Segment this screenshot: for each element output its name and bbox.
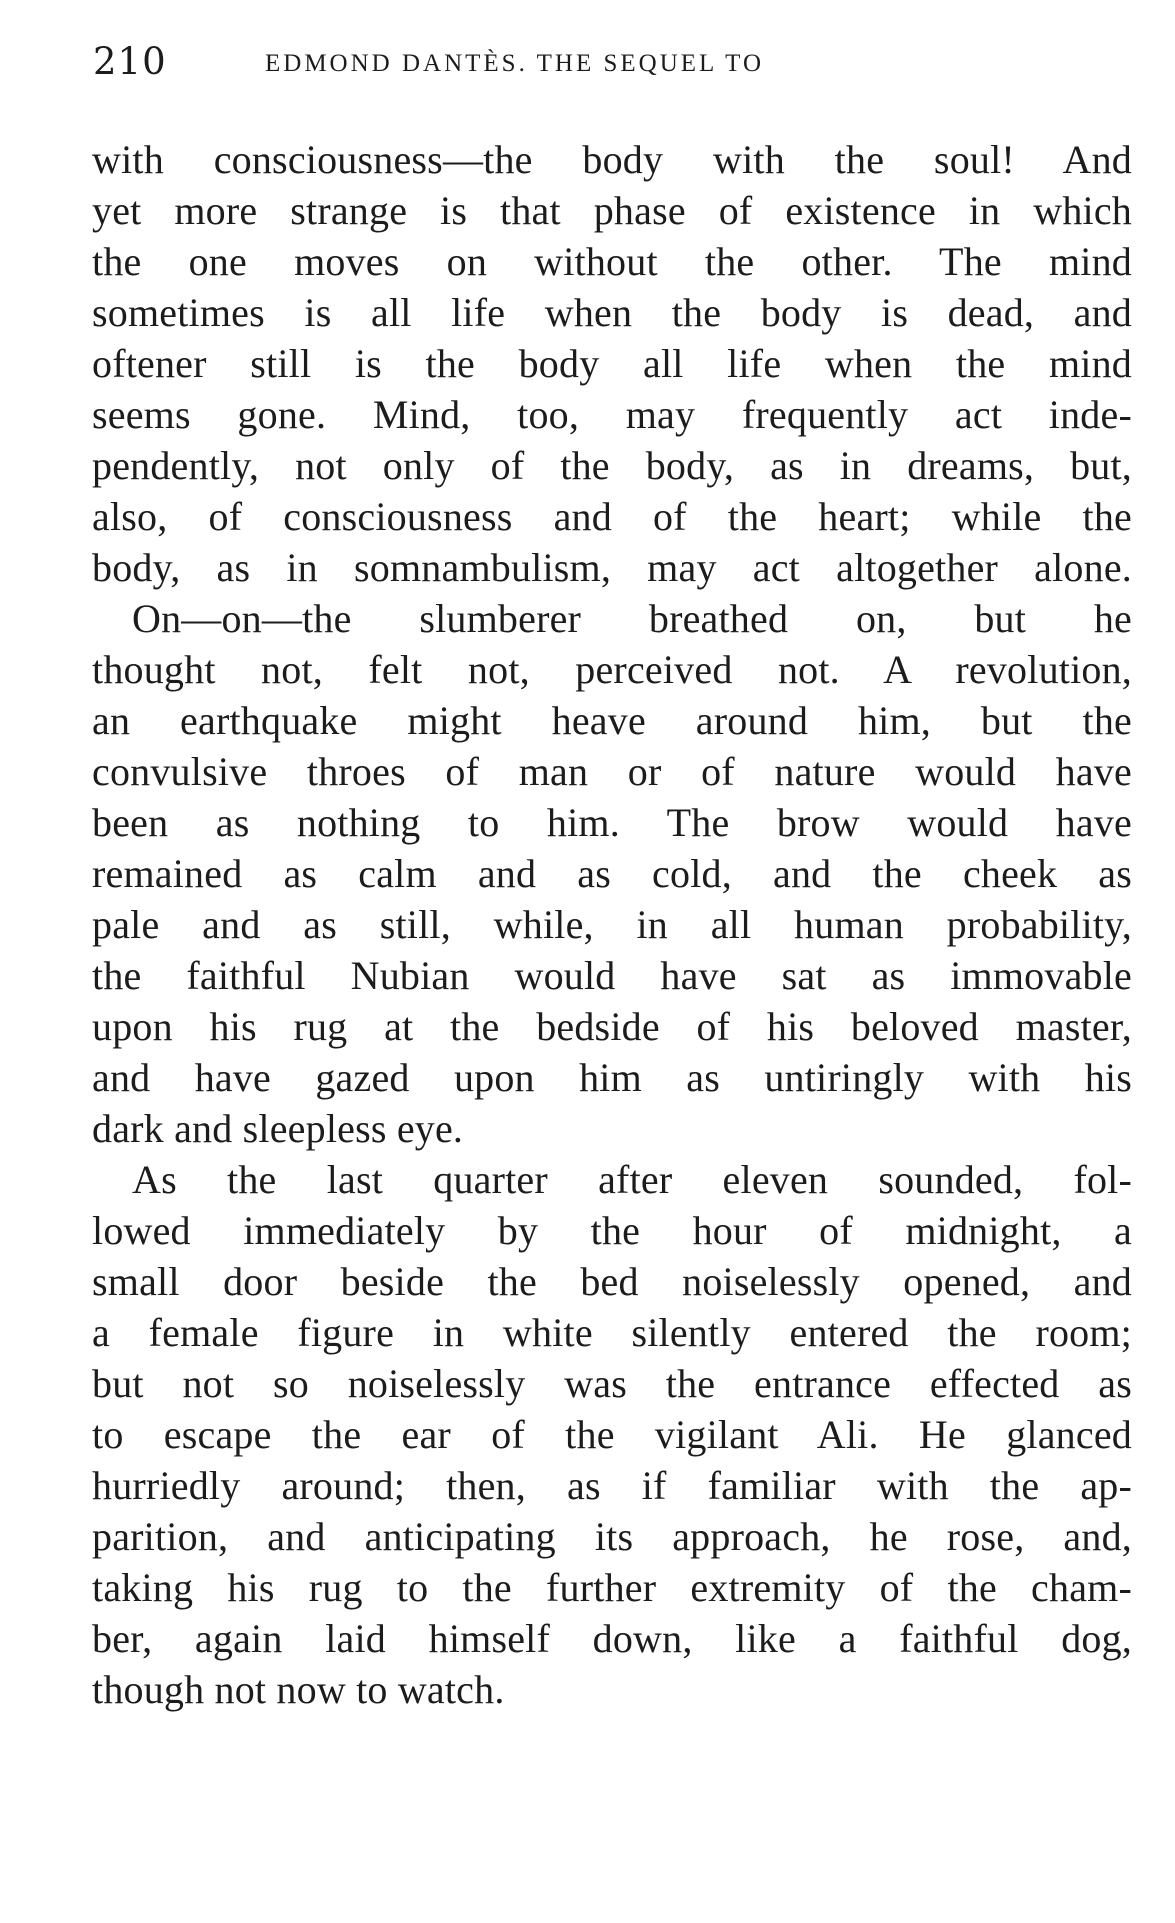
text-line: seems gone. Mind, too, may frequently act inde- [92, 392, 1132, 437]
text-line: body, as in somnambulism, may act altogether alone. [92, 545, 1132, 590]
text-line: small door beside the bed noiselessly opened, and [92, 1259, 1132, 1304]
text-line: the faithful Nubian would have sat as immovable [92, 953, 1132, 998]
text-line: the one moves on without the other. The mind [92, 239, 1132, 284]
text-line: lowed immediately by the hour of midnight, a [92, 1208, 1132, 1253]
text-line: convulsive throes of man or of nature would have [92, 749, 1132, 794]
page-number: 210 [93, 40, 167, 83]
text-line: hurriedly around; then, as if familiar with the ap- [92, 1463, 1132, 1508]
text-line: pale and as still, while, in all human probability, [92, 902, 1132, 947]
text-line: pendently, not only of the body, as in dreams, but, [92, 443, 1132, 488]
running-head: EDMOND DANTÈS. THE SEQUEL TO [265, 50, 765, 77]
text-line: dark and sleepless eye. [92, 1106, 464, 1151]
text-line: parition, and anticipating its approach, he rose, and, [92, 1514, 1132, 1559]
text-line: taking his rug to the further extremity of the cham- [92, 1565, 1132, 1610]
text-line: ber, again laid himself down, like a faithful dog, [92, 1616, 1132, 1661]
text-line: oftener still is the body all life when the mind [92, 341, 1132, 386]
text-line: On—on—the slumberer breathed on, but he [132, 596, 1132, 641]
page-header [93, 40, 1133, 90]
text-line: though not now to watch. [92, 1667, 505, 1712]
text-line: thought not, felt not, perceived not. A revolution, [92, 647, 1132, 692]
text-line: sometimes is all life when the body is dead, and [92, 290, 1132, 335]
text-line: but not so noiselessly was the entrance effected as [92, 1361, 1132, 1406]
text-line: and have gazed upon him as untiringly with his [92, 1055, 1132, 1100]
text-line: upon his rug at the bedside of his beloved master, [92, 1004, 1132, 1049]
text-line: an earthquake might heave around him, but the [92, 698, 1132, 743]
text-line: with consciousness—the body with the soul! And [92, 137, 1132, 182]
text-line: been as nothing to him. The brow would have [92, 800, 1132, 845]
text-line: remained as calm and as cold, and the cheek as [92, 851, 1132, 896]
text-line: a female figure in white silently entered the room; [92, 1310, 1132, 1355]
text-line: also, of consciousness and of the heart; while the [92, 494, 1132, 539]
text-line: to escape the ear of the vigilant Ali. He glanced [92, 1412, 1132, 1457]
text-line: yet more strange is that phase of existence in which [92, 188, 1132, 233]
text-line: As the last quarter after eleven sounded, fol- [132, 1157, 1132, 1202]
body-text [92, 134, 1132, 1715]
